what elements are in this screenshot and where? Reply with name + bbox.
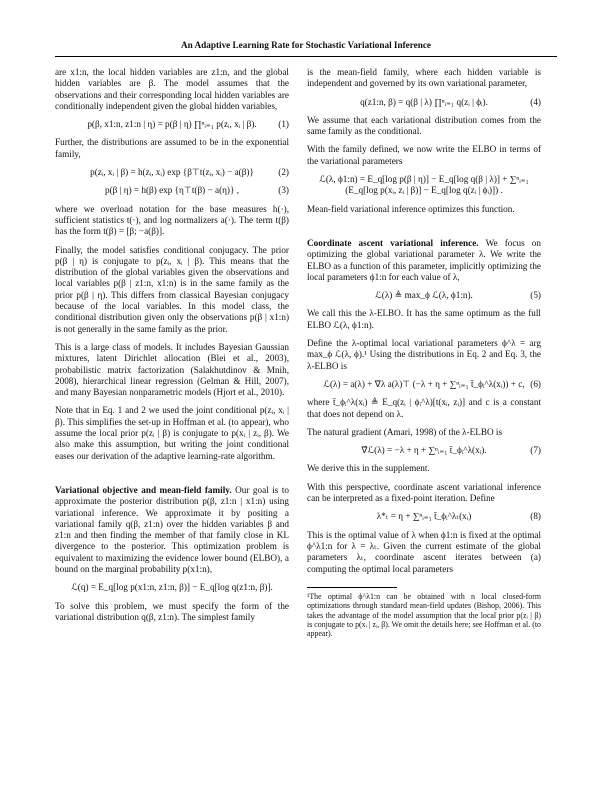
equation-body: p(β, x1:n, z1:n | η) = p(β | η) ∏ⁿᵢ₌₁ p(zᵢ, xᵢ | β). (87, 119, 257, 130)
footnote: ¹The optimal ϕ^λ1:n can be obtained with n local closed-form optimizations through standard mean-field updates (Bishop, 2006). This takes the advantage of the model assumption that the local prior p(zᵢ | β) is conjugate to p(xᵢ | zᵢ, β). We omit the details here; see Hoffman et al. (to appear). (307, 591, 541, 639)
equation-body: ℒ(q) = E_q[log p(x1:n, z1:n, β)] − E_q[log q(z1:n, β)]. (71, 582, 273, 593)
paragraph: This is the optimal value of λ when ϕ1:n is fixed at the optimal ϕ^λ1:n for λ = λₜ. Given the current estimate of the global parameters λₜ, coordinate ascent iterates between (a) computing the optimal local parameters (307, 529, 541, 574)
running-header: An Adaptive Learning Rate for Stochastic Variational Inference (180, 40, 431, 50)
paragraph: To solve this problem, we must specify the form of the variational distribution q(β, z1:n). The simplest family (55, 600, 289, 622)
paragraph: We assume that each variational distribution comes from the same family as the conditional. (307, 114, 541, 137)
equation-body: ℒ(λ, ϕ1:n) = E_q[log p(β | η)] − E_q[log q(β | λ)] + ∑ⁿᵢ₌₁ (E_q[log p(xᵢ, zᵢ | β)] − E_q[log q(zᵢ | ϕᵢ)]) . (319, 174, 529, 196)
paragraph: where t̄_ϕᵢ^λ(xᵢ) ≜ E_q(zᵢ | ϕᵢ^λ)[t(xᵢ, zᵢ)] and c is a constant that does not depend on λ. (307, 397, 541, 419)
equation (307, 290, 541, 301)
paragraph: where we overload notation for the base measures h(·), sufficient statistics t(·), and log normalizers a(·). The term t(β) has the form t(β) = [β; −a(β)]. (55, 203, 289, 237)
section-paragraph (307, 238, 541, 283)
paragraph: The natural gradient (Amari, 1998) of the λ-ELBO is (307, 426, 503, 437)
header-rule (55, 56, 557, 57)
equation-body: p(zᵢ, xᵢ | β) = h(zᵢ, xᵢ) exp {β⊤t(zᵢ, xᵢ) − a(β)} (90, 167, 254, 178)
paragraph: Further, the distributions are assumed to be in the exponential family, (55, 137, 289, 159)
equation-body: ∇̂ℒ(λ) = −λ + η + ∑ⁿᵢ₌₁ t̄_ϕᵢ^λ(xᵢ). (361, 445, 487, 456)
footnote-rule (307, 587, 397, 588)
paragraph: This is a large class of models. It includes Bayesian Gaussian mixtures, latent Dirichlet allocation (Blei et al., 2003), probabilistic matrix factorization (Salakhutdinov & Mnih, 2008), hierarchical linear regression (Gelman & Hill, 2007), and many Bayesian nonparametric models (Hjort et al., 2010). (55, 341, 289, 398)
paragraph: Define the λ-optimal local variational parameters ϕ^λ = arg max_ϕ ℒ(λ, ϕ).¹ Using the distributions in Eq. 2 and Eq. 3, the λ-ELBO is (307, 338, 541, 371)
paragraph: Mean-field variational inference optimizes this function. (307, 203, 515, 214)
equation (55, 167, 289, 178)
left-column (55, 67, 289, 630)
equation-number: (2) (278, 167, 289, 178)
equation (307, 97, 541, 108)
equation (55, 185, 289, 196)
equation-body: ℒ(λ) ≜ max_ϕ ℒ(λ, ϕ1:n). (375, 290, 473, 301)
section-gap (307, 222, 541, 238)
equation (55, 582, 289, 593)
equation (55, 119, 289, 130)
right-column (307, 67, 541, 639)
equation-body: q(z1:n, β) = q(β | λ) ∏ⁿᵢ₌₁ q(zᵢ | ϕᵢ). (360, 96, 488, 107)
section-heading: Variational objective and mean-field family. (55, 484, 232, 495)
section-text: We focus on optimizing the global variational parameter λ. We write the ELBO as a function of this parameter, implicitly optimizing the local parameters ϕ1:n for each value of λ, (307, 237, 541, 282)
section-paragraph (55, 485, 289, 575)
paragraph: Note that in Eq. 1 and 2 we used the joint conditional p(zᵢ, xᵢ | β). This simplifies the set-up in Hoffman et al. (to appear), who assume the local prior p(zᵢ | β) is conjugate to p(xᵢ | zᵢ, β). We also make this assumption, but writing the joint conditional eases our derivation of the adaptive learning-rate algorithm. (55, 405, 289, 461)
section-gap (55, 469, 289, 485)
equation (307, 445, 541, 456)
equation-number: (6) (530, 378, 541, 389)
paragraph: We call this the λ-ELBO. It has the same optimum as the full ELBO ℒ(λ, ϕ1:n). (307, 308, 541, 330)
equation (307, 379, 541, 390)
equation (307, 174, 541, 197)
paragraph: Finally, the model satisfies conditional conjugacy. The prior p(β | η) is conjugate to p(zᵢ, xᵢ | β). This means that the distribution of the global variables given the observations and local variables p(β | z1:n, x1:n) is in the same family as the prior p(β | η). This differs from classical Bayesian conjugacy because of the local variables. In this model class, the conditional distribution given only the observations p(β | x1:n) is not generally in the same family as the prior. (55, 244, 289, 334)
paragraph: We derive this in the supplement. (307, 463, 430, 474)
equation-body: ℒ(λ) = a(λ) + ∇λ a(λ)⊤ (−λ + η + ∑ⁿᵢ₌₁ t̄_ϕᵢ^λ(xᵢ)) + c, (323, 378, 525, 389)
equation-number: (7) (530, 445, 541, 456)
section-heading: Coordinate ascent variational inference. (307, 237, 479, 248)
equation-number: (8) (530, 511, 541, 522)
paragraph: With this perspective, coordinate ascent variational inference can be interpreted as a fixed-point iteration. Define (307, 481, 541, 504)
equation (307, 511, 541, 522)
section-text: Our goal is to approximate the posterior distribution p(β, z1:n | x1:n) using variational inference. We approximate it by positing a variational family q(β, z1:n) over the hidden variables β and z1:n and then finding the member of that family close in KL divergence to the posterior. This optimization problem is equivalent to maximizing the evidence lower bound (ELBO), a bound on the marginal probability p(x1:n), (55, 484, 289, 574)
equation-body: λ*ₜ = η + ∑ⁿᵢ₌₁ t̄_ϕᵢ^λₜ(xᵢ) (376, 511, 472, 522)
equation-body: p(β | η) = h(β) exp {η⊤t(β) − a(η)} , (105, 185, 239, 196)
paragraph: is the mean-field family, where each hidden variable is independent and governed by its own variational parameter, (307, 67, 541, 89)
equation-number: (5) (530, 290, 541, 301)
equation-number: (4) (530, 96, 541, 107)
paragraph: With the family defined, we now write the ELBO in terms of the variational parameters (307, 144, 541, 166)
paragraph: are x1:n, the local hidden variables are z1:n, and the global hidden variables are β. The model assumes that the observations and their corresponding local hidden variables are conditionally independent given the global hidden variables, (55, 67, 289, 111)
equation-number: (1) (278, 119, 289, 130)
equation-number: (3) (278, 185, 289, 196)
